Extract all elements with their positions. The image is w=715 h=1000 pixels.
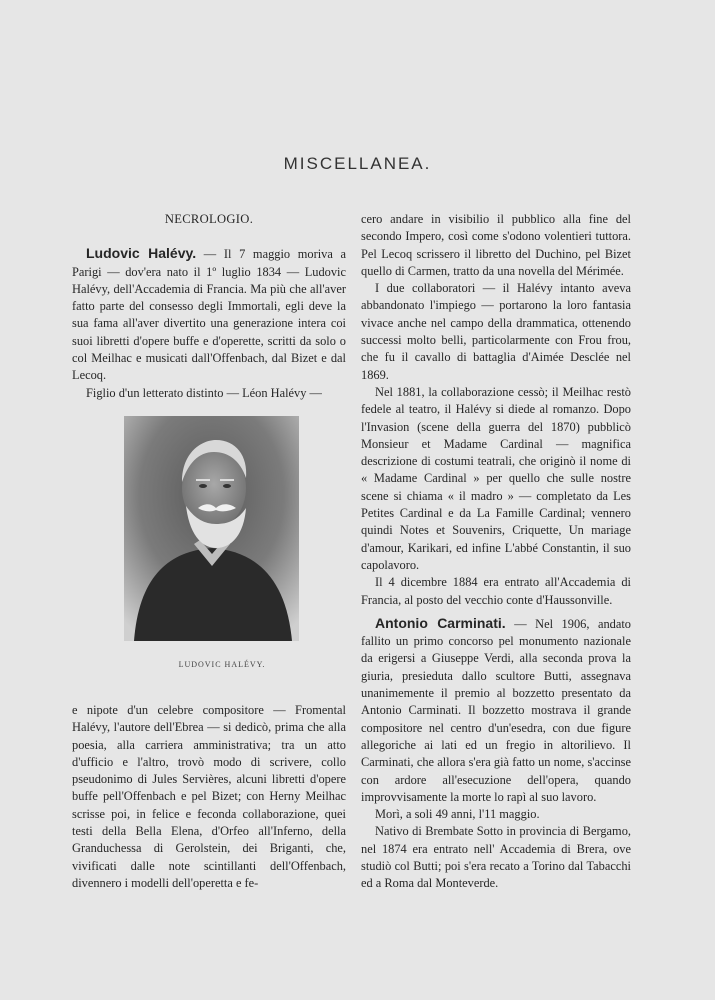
- carminati-name: Antonio Carminati.: [375, 614, 506, 631]
- halevy-paragraph-2-continued: e nipote d'un celebre compositore — Fromental Halévy, l'autore dell'Ebrea — si dedicò, prima che alla poesia, alla carriera amministrativa; tra un atto d'ufficio e l'altro, trovò modo di scrivere, collo pseudonimo di Jules Servières, alcuni libretti d'opere buffe pell'Offenbach e pel Bizet; con Herny Meilhac scrisse poi, in felice e feconda collaborazione, quei testi della Bella Elena, d'Orfeo all'Inferno, della Granduchessa di Gerolstein, dei Briganti, che, vivificati dalle note scintillanti dell'Offenbach, divennero i modelli dell'operetta e fe-: [72, 703, 346, 890]
- right-paragraph-2: I due collaboratori — il Halévy intanto aveva abbandonato l'impiego — portarono la loro fantasia vivace anche nel campo della drammatica, ottenendo successi molto belli, particolarmente con Frou frou, che fu il cavallo di battaglia d'Aimée Desclée nel 1869.: [361, 281, 631, 382]
- page-title: MISCELLANEA.: [283, 154, 432, 173]
- portrait-photo: [124, 416, 299, 641]
- portrait-image: [124, 416, 299, 641]
- halevy-paragraph-1: [72, 245, 346, 384]
- halevy-name: Ludovic Halévy.: [86, 245, 197, 262]
- carminati-paragraph-2: Morì, a soli 49 anni, l'11 maggio.: [375, 807, 540, 822]
- halevy-paragraph-2-start: Figlio d'un letterato distinto — Léon Halévy —: [86, 385, 322, 400]
- right-paragraph-4: Il 4 dicembre 1884 era entrato all'Accademia di Francia, al posto del vecchio conte d'Haussonville.: [361, 575, 631, 607]
- carminati-paragraph-3: Nativo di Brembate Sotto in provincia di Bergamo, nel 1874 era entrato nell' Accademia di Brera, ove studiò col Butti; poi s'era recato a Torino dal Tabacchi ed a Roma dal Monteverde.: [361, 824, 631, 891]
- right-paragraph-1: cero andare in visibilio il pubblico alla fine del secondo Impero, così come s'odono volentieri tuttora. Pel Lecoq scrissero il libretto del Duchino, pel Bizet quello di Carmen, tratto da una novella del Mérimée.: [361, 212, 631, 278]
- halevy-paragraph-1-text: — Il 7 maggio moriva a Parigi — dov'era nato il 1º luglio 1834 — Ludovic Halévy, dell'Accademia di Francia. Ma più che all'aver fatto parte del consesso degli Immortali, egli deve la sua fama all'aver divertito una generazione intera coi suoi libretti d'opere buffe e d'operette, scritti da solo o col Meilhac e musicati dall'Offenbach, dal Bizet e dal Lecoq.: [72, 247, 347, 383]
- left-column-bottom: [72, 702, 346, 892]
- right-paragraph-3: Nel 1881, la collaborazione cessò; il Meilhac restò fedele al teatro, il Halévy si diede al romanzo. Dopo l'Invasion (scene della guerra del 1870) pubblicò Monsieur et Madame Cardinal — magnifica descrizione di costumi teatrali, che originò il nome di « Madame Cardinal » per quello che sulle nostre scene si chiama « il madro » — completato da Les Petites Cardinal e da La Famille Cardinal; vennero quindi Notes et Souvenirs, Criquette, Un mariage d'amour, Karikari, ed infine L'abbé Constantin, il suo capolavoro.: [361, 384, 631, 572]
- right-column: [361, 211, 631, 893]
- portrait-caption: LUDOVIC HALÉVY.: [178, 660, 266, 669]
- section-heading: NECROLOGIO.: [164, 212, 254, 226]
- carminati-paragraph-1: [361, 615, 631, 806]
- left-column-top: [72, 211, 346, 402]
- carminati-paragraph-1-text: — Nel 1906, andato fallito un primo concorso pel monumento nazionale da erigersi a Giuseppe Verdi, alla seconda prova la giuria, presieduta dallo scultore Butti, assegnava unanimemente il premio al bozzetto presentato da Antonio Carminati. Il bozzetto mostrava il grande compositore nel centro d'un'esedra, con due figure allegoriche ai lati ed un fregio in altorilievo. Il Carminati, che allora s'era già fatto un nome, s'accinse con ardore all'esecuzione dell'opera, quando improvvisamente la morte lo rapì al suo lavoro.: [361, 616, 631, 804]
